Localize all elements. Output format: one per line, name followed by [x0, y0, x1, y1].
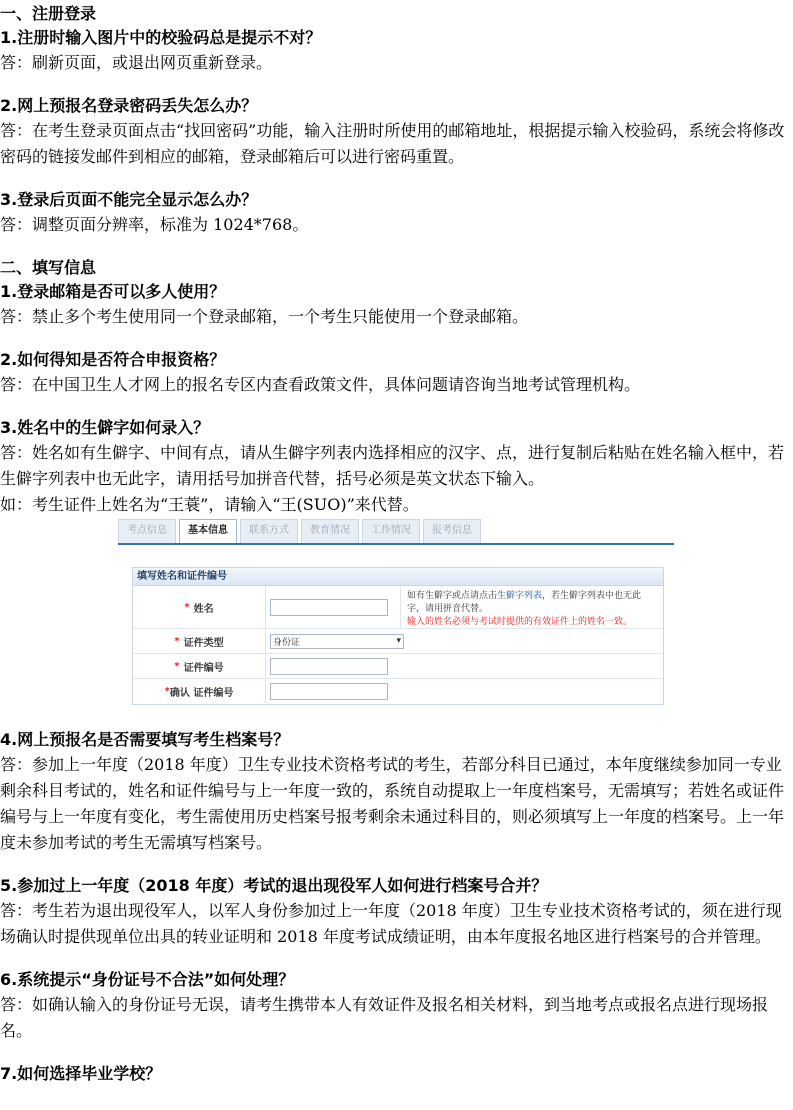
faq-item — [0, 348, 790, 398]
rare-char-list-link[interactable]: 生僻字列表 — [497, 591, 543, 601]
faq-item — [0, 94, 790, 170]
required-mark: * — [174, 660, 180, 672]
faq-item — [0, 188, 790, 238]
confirm-idno-label: 确认 证件编号 — [169, 687, 234, 699]
required-mark: * — [184, 601, 190, 613]
name-id-form — [132, 567, 664, 705]
form-row-idno — [133, 654, 663, 679]
required-mark: * — [174, 635, 180, 647]
question: 7.如何选择毕业学校？ — [0, 1064, 162, 1083]
idtype-value: 身份证 — [273, 637, 301, 648]
answer: 答：在考生登录页面点击“找回密码”功能，输入注册时所使用的邮箱地址，根据提示输入校验码，系统会将修改密码的链接发邮件到相应的邮箱，登录邮箱后可以进行密码重置。 — [0, 121, 785, 166]
idtype-label: 证件类型 — [183, 637, 224, 649]
name-label: 姓名 — [193, 603, 214, 615]
tab-bar — [118, 519, 674, 545]
faq-item — [0, 728, 790, 856]
tab-4[interactable]: 工作情况 — [362, 519, 420, 543]
faq-item — [0, 874, 790, 950]
form-screenshot — [118, 519, 674, 709]
answer: 答：参加上一年度（2018 年度）卫生专业技术资格考试的考生，若部分科目已通过，本年度继续参加同一专业剩余科目考试的，姓名和证件编号与上一年度一致的，系统自动提取上一年度档案号，无需填写；若姓名或证件编号与上一年度有变化，考生需使用历史档案号报考剩余未通过科目的，则必须填写上一年度的档案号。上一年度未参加考试的考生无需填写档案号。 — [0, 755, 785, 852]
question: 5.参加过上一年度（2018 年度）考试的退出现役军人如何进行档案号合并？ — [0, 876, 548, 895]
answer: 答：姓名如有生僻字、中间有点，请从生僻字列表内选择相应的汉字、点，进行复制后粘贴在姓名输入框中，若生僻字列表中也无此字，请用括号加拼音代替，括号必须是英文状态下输入。 — [0, 443, 785, 488]
name-input[interactable] — [270, 599, 388, 616]
section-title-fill-info: 二、填写信息 — [0, 258, 97, 277]
tab-5[interactable]: 报考信息 — [423, 519, 481, 543]
question: 3.登录后页面不能完全显示怎么办？ — [0, 190, 258, 209]
confirm-idno-input[interactable] — [270, 683, 388, 700]
rare-char-note: 如有生僻字或点请点击生僻字列表，若生僻字列表中也无此字，请用拼音代替。 输入的姓名必须与考试时提供的有效证件上的姓名一致。 — [407, 591, 642, 627]
answer: 答：考生若为退出现役军人，以军人身份参加过上一年度（2018 年度）卫生专业技术资格考试的，须在进行现场确认时提供现单位出具的转业证明和 2018 年度考试成绩证明，由本年度报名地区进行档案号的合并管理。 — [0, 901, 782, 946]
faq-item — [0, 1062, 790, 1086]
question: 6.系统提示“身份证号不合法”如何处理？ — [0, 970, 295, 989]
answer: 答：调整页面分辨率，标准为 1024*768。 — [0, 215, 309, 234]
question: 2.如何得知是否符合申报资格？ — [0, 350, 226, 369]
tab-0[interactable]: 考点信息 — [118, 519, 176, 543]
example-text: 如：考生证件上姓名为“王蓑”，请输入“王(SUO)”来代替。 — [0, 495, 419, 514]
faq-item — [0, 280, 790, 330]
form-row-confirm — [133, 679, 663, 703]
faq-item — [0, 968, 790, 1044]
question: 3.姓名中的生僻字如何录入？ — [0, 418, 210, 437]
tab-3[interactable]: 教育情况 — [301, 519, 359, 543]
question: 1.注册时输入图片中的校验码总是提示不对？ — [0, 28, 322, 47]
section-title-register: 一、注册登录 — [0, 4, 97, 23]
question: 4.网上预报名是否需要填写考生档案号？ — [0, 730, 290, 749]
answer: 答：在中国卫生人才网上的报名专区内查看政策文件，具体问题请咨询当地考试管理机构。 — [0, 375, 641, 394]
idno-label: 证件编号 — [183, 662, 224, 674]
tab-1[interactable]: 基本信息 — [179, 519, 237, 543]
form-row-idtype — [133, 629, 663, 654]
faq-item — [0, 26, 790, 76]
tab-2[interactable]: 联系方式 — [240, 519, 298, 543]
required-mark: * — [164, 685, 170, 697]
faq-item — [0, 416, 790, 518]
form-section-title: 填写姓名和证件编号 — [133, 568, 663, 586]
chevron-down-icon: ▾ — [396, 636, 401, 646]
idtype-select[interactable] — [270, 634, 404, 649]
warning-text: 输入的姓名必须与考试时提供的有效证件上的姓名一致。 — [407, 617, 633, 627]
idno-input[interactable] — [270, 658, 388, 675]
question: 1.登录邮箱是否可以多人使用？ — [0, 282, 226, 301]
question: 2.网上预报名登录密码丢失怎么办？ — [0, 96, 258, 115]
answer: 答：如确认输入的身份证号无误，请考生携带本人有效证件及报名相关材料，到当地考点或报名点进行现场报名。 — [0, 995, 769, 1040]
answer: 答：禁止多个考生使用同一个登录邮箱，一个考生只能使用一个登录邮箱。 — [0, 307, 529, 326]
form-row-name — [133, 586, 663, 629]
answer: 答：刷新页面，或退出网页重新登录。 — [0, 53, 273, 72]
